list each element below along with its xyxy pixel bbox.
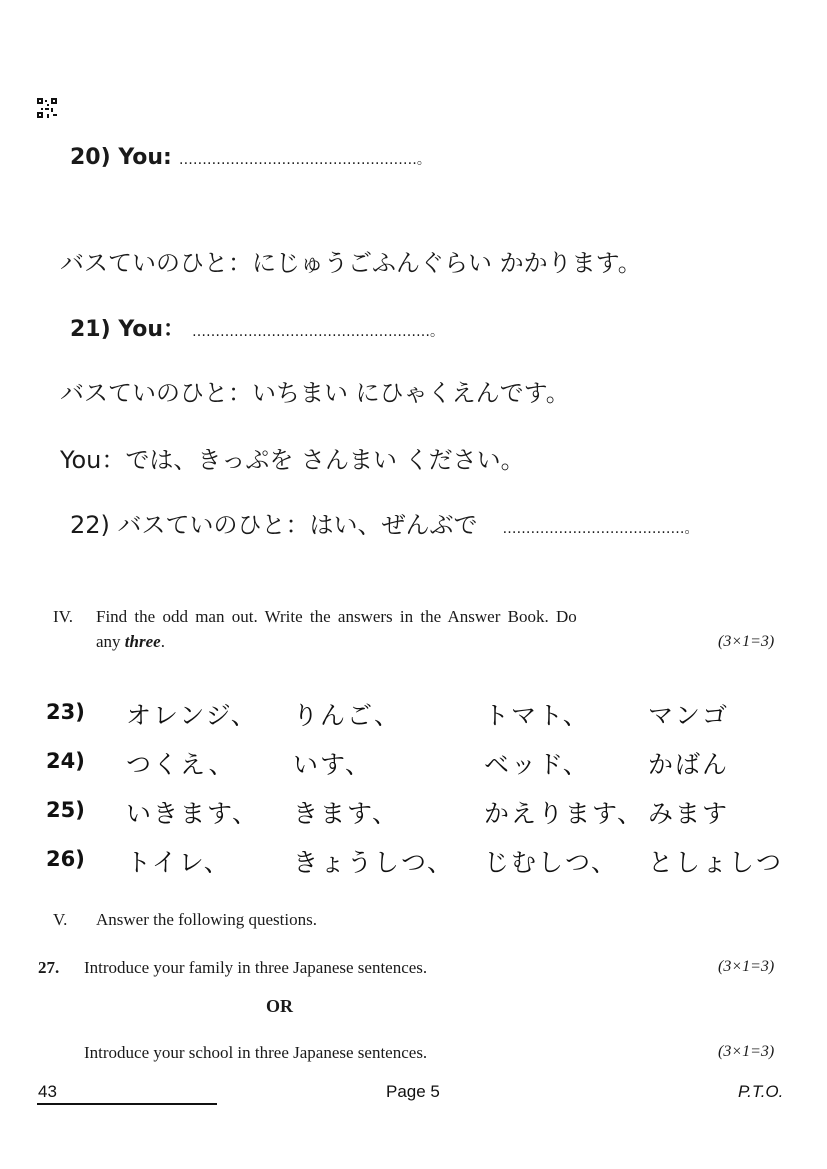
odd-row-option: じむしつ、	[484, 848, 619, 877]
odd-row-option: みます	[648, 799, 730, 828]
odd-row-option: つくえ、	[126, 750, 236, 779]
qr-code	[37, 98, 57, 118]
question-27-marks: (3×1=3)	[718, 958, 775, 975]
bus-stop-line-2: バスていのひと：いちまい にひゃくえんです。	[60, 379, 570, 407]
odd-row-number: 25)	[46, 798, 85, 822]
section-4-instruction-cont: any three.	[96, 632, 165, 651]
odd-row-option: きょうしつ、	[293, 848, 455, 877]
odd-row-option: マンゴ	[648, 701, 730, 730]
odd-row-number: 23)	[46, 700, 85, 724]
odd-row-option: かばん	[648, 750, 730, 779]
odd-row-option: いす、	[293, 750, 373, 779]
odd-row-option: きます、	[293, 799, 400, 828]
section-4-numeral: IV.	[53, 607, 73, 626]
answer-blank-20: ……………………………………………。	[178, 152, 431, 168]
question-22	[70, 505, 699, 540]
odd-row-option: りんご、	[293, 701, 402, 730]
odd-row-option: かえります、	[484, 799, 645, 828]
paper-code: 43	[38, 1082, 57, 1101]
footer-rule	[37, 1103, 217, 1105]
section-4-marks: (3×1=3)	[718, 633, 775, 650]
odd-row-option: トイレ、	[126, 848, 231, 877]
question-27-alt-marks: (3×1=3)	[718, 1043, 775, 1060]
odd-row-number: 24)	[46, 749, 85, 773]
section-4-instruction: Find the odd man out. Write the answers in the Answer Book. Do	[96, 607, 577, 626]
section-5-instruction: Answer the following questions.	[96, 910, 317, 929]
question-27-alt-text: Introduce your school in three Japanese sentences.	[84, 1043, 428, 1062]
odd-row-option: オレンジ、	[126, 701, 258, 730]
question-21	[70, 312, 444, 343]
question-20	[70, 145, 431, 170]
section-5-numeral: V.	[53, 910, 68, 929]
question-27-number: 27.	[38, 958, 60, 977]
odd-row-option: ベッド、	[484, 750, 590, 779]
bus-stop-line-1: バスていのひと：にじゅうごふんぐらい かかります。	[60, 249, 642, 277]
answer-blank-22: …………………………………。	[502, 521, 699, 537]
answer-blank-21: ……………………………………………。	[192, 324, 445, 340]
question-20-label: 20) You:	[70, 145, 172, 170]
page-number: Page 5	[386, 1082, 440, 1101]
question-22-label: 22) バスていのひと：はい、ぜんぶで	[70, 511, 478, 539]
or-label: OR	[266, 996, 293, 1016]
odd-row-option: トマト、	[484, 701, 590, 730]
question-27-text: Introduce your family in three Japanese sentences.	[84, 958, 428, 977]
question-21-label: 21) You：	[70, 317, 186, 342]
pto-label: P.T.O.	[738, 1082, 784, 1101]
odd-row-option: としょしつ	[648, 848, 784, 877]
odd-row-number: 26)	[46, 847, 85, 871]
you-line: You：では、きっぷを さんまい ください。	[60, 446, 525, 474]
odd-row-option: いきます、	[126, 799, 260, 828]
